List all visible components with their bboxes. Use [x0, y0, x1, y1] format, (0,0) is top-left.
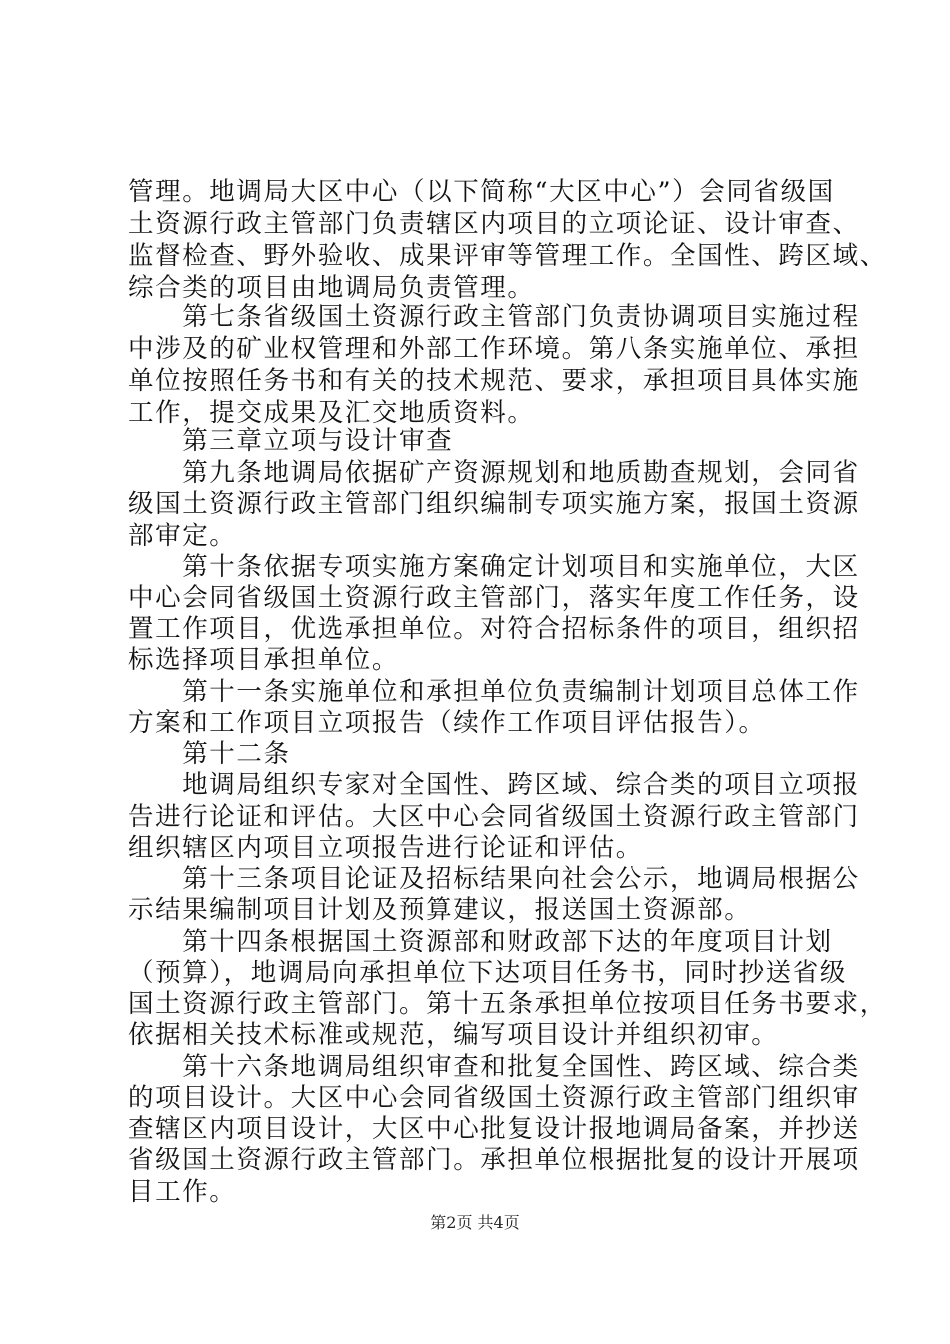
body-line: 示结果编制项目计划及预算建议，报送国土资源部。 [128, 895, 752, 925]
body-line: 省级国土资源行政主管部门。承担单位根据批复的设计开展项 [128, 1145, 860, 1175]
body-line: 第十二条 [128, 739, 291, 769]
body-line: 第十一条实施单位和承担单位负责编制计划项目总体工作 [128, 677, 860, 707]
body-line: 级国土资源行政主管部门组织编制专项实施方案，报国土资源 [128, 489, 860, 519]
body-line: 第十六条地调局组织审查和批复全国性、跨区域、综合类 [128, 1052, 860, 1082]
body-line: 地调局组织专家对全国性、跨区域、综合类的项目立项报 [128, 770, 860, 800]
body-line: 第七条省级国土资源行政主管部门负责协调项目实施过程 [128, 302, 860, 332]
body-line: 工作，提交成果及汇交地质资料。 [128, 398, 535, 428]
body-line: 第十四条根据国土资源部和财政部下达的年度项目计划 [128, 927, 833, 957]
body-line: 单位按照任务书和有关的技术规范、要求，承担项目具体实施 [128, 366, 860, 396]
body-line: 土资源行政主管部门负责辖区内项目的立项论证、设计审查、 [128, 209, 860, 239]
body-line: 目工作。 [128, 1177, 237, 1207]
body-line: 第十条依据专项实施方案确定计划项目和实施单位，大区 [128, 552, 860, 582]
body-line: 查辖区内项目设计，大区中心批复设计报地调局备案，并抄送 [128, 1114, 860, 1144]
body-line: （预算），地调局向承担单位下达项目任务书，同时抄送省级 [128, 958, 847, 988]
body-line: 标选择项目承担单位。 [128, 645, 400, 675]
body-line: 组织辖区内项目立项报告进行论证和评估。 [128, 833, 643, 863]
body-line: 置工作项目，优选承担单位。对符合招标条件的项目，组织招 [128, 614, 860, 644]
body-line: 中心会同省级国土资源行政主管部门，落实年度工作任务，设 [128, 583, 860, 613]
body-line: 监督检查、野外验收、成果评审等管理工作。全国性、跨区域、 [128, 241, 887, 271]
body-line: 综合类的项目由地调局负责管理。 [128, 273, 535, 303]
body-line: 第十三条项目论证及招标结果向社会公示，地调局根据公 [128, 864, 860, 894]
body-line: 国土资源行政主管部门。第十五条承担单位按项目任务书要求， [128, 989, 887, 1019]
body-line: 中涉及的矿业权管理和外部工作环境。第八条实施单位、承担 [128, 334, 860, 364]
body-line: 管理。地调局大区中心（以下简称“大区中心”）会同省级国 [128, 177, 835, 207]
body-line: 依据相关技术标准或规范，编写项目设计并组织初审。 [128, 1020, 779, 1050]
body-line: 部审定。 [128, 521, 237, 551]
body-line: 方案和工作项目立项报告（续作工作项目评估报告）。 [128, 708, 766, 738]
body-line: 的项目设计。大区中心会同省级国土资源行政主管部门组织审 [128, 1083, 860, 1113]
body-line: 第九条地调局依据矿产资源规划和地质勘查规划，会同省 [128, 458, 860, 488]
body-line: 告进行论证和评估。大区中心会同省级国土资源行政主管部门 [128, 802, 860, 832]
chapter-heading: 第三章立项与设计审查 [128, 426, 454, 456]
page-number-footer: 第2页 共4页 [430, 1213, 520, 1232]
